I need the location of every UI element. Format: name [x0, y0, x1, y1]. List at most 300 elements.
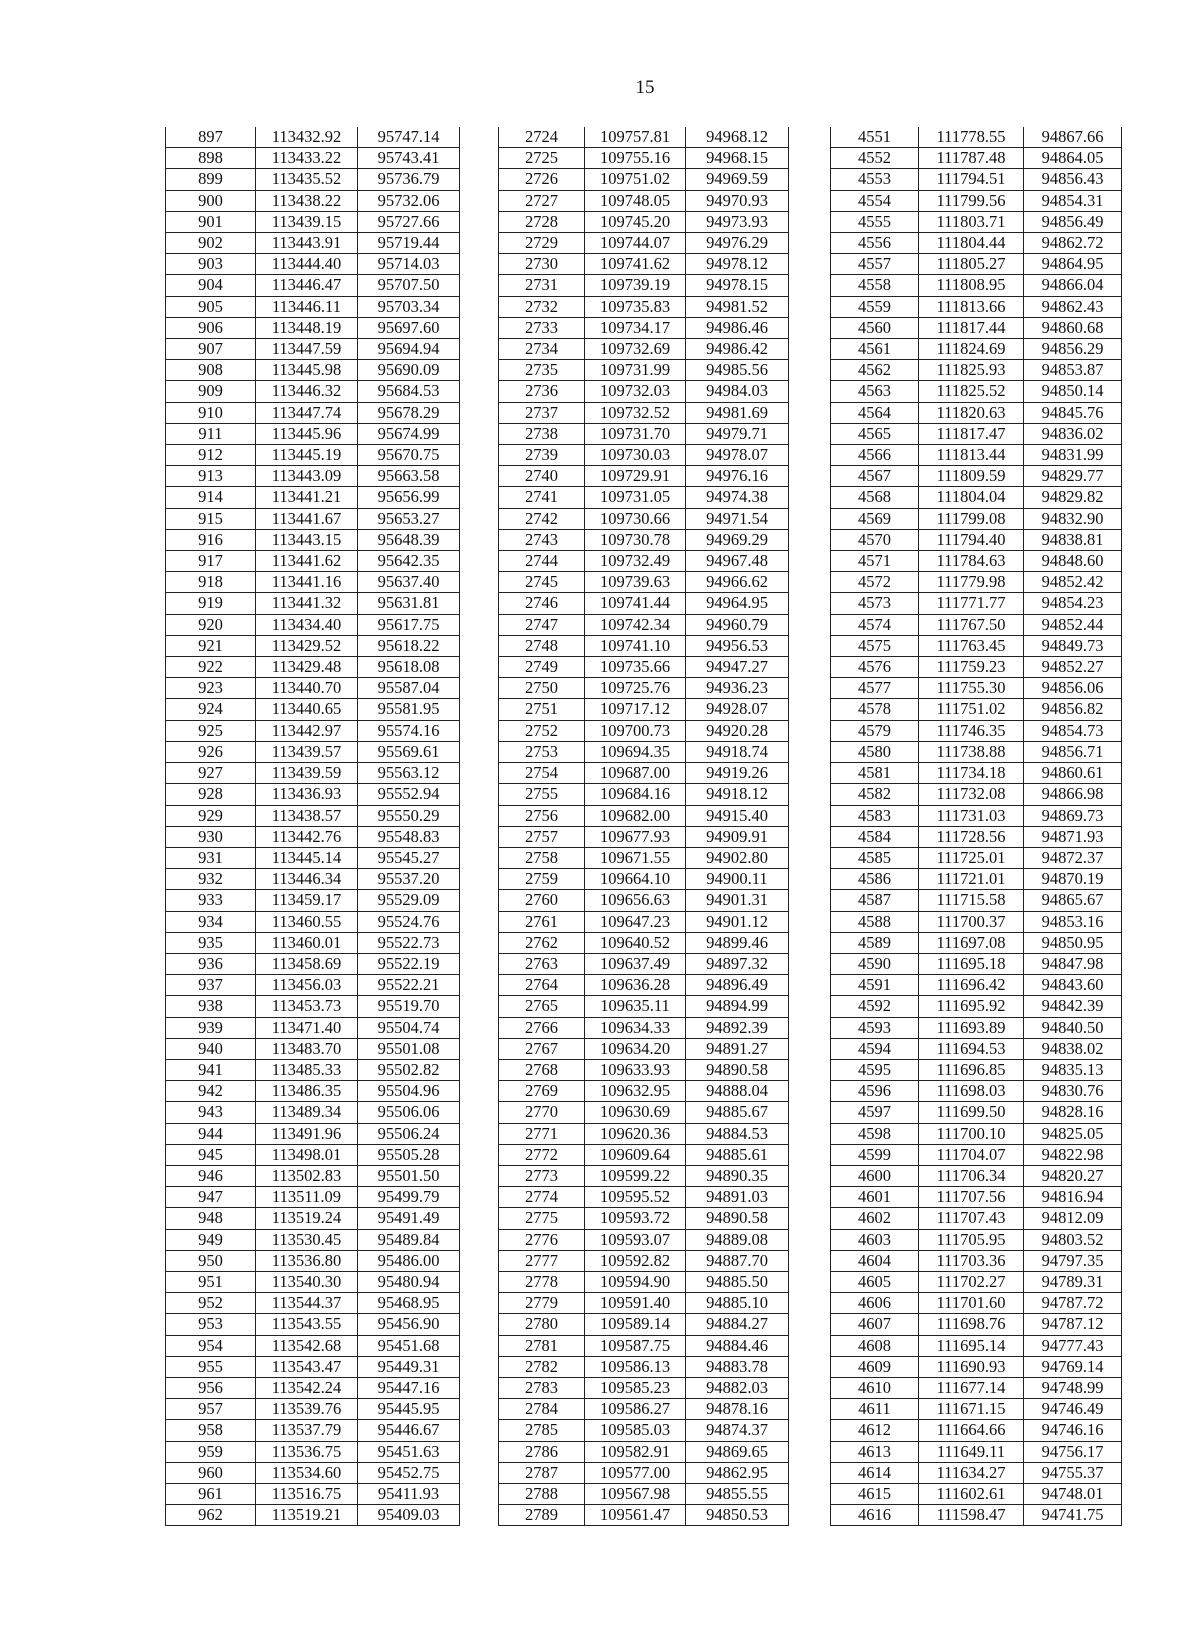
y-coordinate-cell: 95707.50 — [358, 275, 460, 296]
x-coordinate-cell: 111734.18 — [919, 763, 1024, 784]
x-coordinate-cell: 113429.52 — [256, 635, 358, 656]
x-coordinate-cell: 113511.09 — [256, 1187, 358, 1208]
point-number-cell: 923 — [166, 678, 256, 699]
y-coordinate-cell: 95648.39 — [358, 529, 460, 550]
y-coordinate-cell: 94829.82 — [1024, 487, 1122, 508]
point-number-cell: 898 — [166, 148, 256, 169]
y-coordinate-cell: 95451.63 — [358, 1441, 460, 1462]
point-number-cell: 944 — [166, 1123, 256, 1144]
point-number-cell: 4616 — [831, 1505, 919, 1526]
table-row — [831, 1059, 1122, 1080]
x-coordinate-cell: 111732.08 — [919, 784, 1024, 805]
x-coordinate-cell: 109593.07 — [585, 1229, 686, 1250]
point-number-cell: 4615 — [831, 1484, 919, 1505]
y-coordinate-cell: 95727.66 — [358, 211, 460, 232]
x-coordinate-cell: 109589.14 — [585, 1314, 686, 1335]
y-coordinate-cell: 94978.15 — [686, 275, 789, 296]
point-number-cell: 4582 — [831, 784, 919, 805]
point-number-cell: 911 — [166, 423, 256, 444]
x-coordinate-cell: 113483.70 — [256, 1038, 358, 1059]
y-coordinate-cell: 94918.74 — [686, 741, 789, 762]
point-number-cell: 4577 — [831, 678, 919, 699]
y-coordinate-cell: 94885.10 — [686, 1293, 789, 1314]
point-number-cell: 915 — [166, 508, 256, 529]
y-coordinate-cell: 94797.35 — [1024, 1250, 1122, 1271]
point-number-cell: 2758 — [499, 847, 585, 868]
point-number-cell: 4579 — [831, 720, 919, 741]
y-coordinate-cell: 94981.52 — [686, 296, 789, 317]
point-number-cell: 2728 — [499, 211, 585, 232]
table-row — [499, 1059, 789, 1080]
table-row — [831, 1187, 1122, 1208]
table-row — [166, 763, 460, 784]
table-row — [499, 1293, 789, 1314]
table-row — [499, 1377, 789, 1398]
x-coordinate-cell: 111703.36 — [919, 1250, 1024, 1271]
y-coordinate-cell: 94915.40 — [686, 805, 789, 826]
x-coordinate-cell: 113446.34 — [256, 869, 358, 890]
x-coordinate-cell: 113440.70 — [256, 678, 358, 699]
x-coordinate-cell: 113542.24 — [256, 1377, 358, 1398]
y-coordinate-cell: 95732.06 — [358, 190, 460, 211]
table-row — [166, 551, 460, 572]
y-coordinate-cell: 94901.31 — [686, 890, 789, 911]
point-number-cell: 4558 — [831, 275, 919, 296]
y-coordinate-cell: 95569.61 — [358, 741, 460, 762]
table-row — [166, 741, 460, 762]
y-coordinate-cell: 94869.65 — [686, 1441, 789, 1462]
table-row — [166, 233, 460, 254]
y-coordinate-cell: 94956.53 — [686, 635, 789, 656]
x-coordinate-cell: 109741.10 — [585, 635, 686, 656]
x-coordinate-cell: 113471.40 — [256, 1017, 358, 1038]
point-number-cell: 4612 — [831, 1420, 919, 1441]
y-coordinate-cell: 94976.29 — [686, 233, 789, 254]
table-row — [166, 1293, 460, 1314]
point-number-cell: 2764 — [499, 975, 585, 996]
point-number-cell: 938 — [166, 996, 256, 1017]
x-coordinate-cell: 111778.55 — [919, 127, 1024, 148]
table-row — [166, 572, 460, 593]
point-number-cell: 2784 — [499, 1399, 585, 1420]
point-number-cell: 2726 — [499, 169, 585, 190]
x-coordinate-cell: 111706.34 — [919, 1165, 1024, 1186]
point-number-cell: 4555 — [831, 211, 919, 232]
point-number-cell: 2759 — [499, 869, 585, 890]
table-row — [166, 1335, 460, 1356]
x-coordinate-cell: 111696.85 — [919, 1059, 1024, 1080]
x-coordinate-cell: 113491.96 — [256, 1123, 358, 1144]
x-coordinate-cell: 111664.66 — [919, 1420, 1024, 1441]
table-row — [166, 169, 460, 190]
point-number-cell: 2747 — [499, 614, 585, 635]
point-number-cell: 914 — [166, 487, 256, 508]
x-coordinate-cell: 111805.27 — [919, 254, 1024, 275]
table-row — [166, 1377, 460, 1398]
y-coordinate-cell: 94856.29 — [1024, 339, 1122, 360]
table-row — [831, 847, 1122, 868]
x-coordinate-cell: 109585.23 — [585, 1377, 686, 1398]
x-coordinate-cell: 109682.00 — [585, 805, 686, 826]
table-row — [499, 1081, 789, 1102]
y-coordinate-cell: 95506.06 — [358, 1102, 460, 1123]
table-row — [166, 847, 460, 868]
x-coordinate-cell: 109748.05 — [585, 190, 686, 211]
y-coordinate-cell: 94884.46 — [686, 1335, 789, 1356]
y-coordinate-cell: 94969.59 — [686, 169, 789, 190]
x-coordinate-cell: 111690.93 — [919, 1356, 1024, 1377]
point-number-cell: 909 — [166, 381, 256, 402]
x-coordinate-cell: 113530.45 — [256, 1229, 358, 1250]
x-coordinate-cell: 111746.35 — [919, 720, 1024, 741]
y-coordinate-cell: 94836.02 — [1024, 423, 1122, 444]
x-coordinate-cell: 113446.32 — [256, 381, 358, 402]
y-coordinate-cell: 94889.08 — [686, 1229, 789, 1250]
y-coordinate-cell: 94756.17 — [1024, 1441, 1122, 1462]
table-row — [831, 275, 1122, 296]
point-number-cell: 2749 — [499, 657, 585, 678]
y-coordinate-cell: 94862.95 — [686, 1462, 789, 1483]
x-coordinate-cell: 109687.00 — [585, 763, 686, 784]
y-coordinate-cell: 94882.03 — [686, 1377, 789, 1398]
point-number-cell: 4576 — [831, 657, 919, 678]
point-number-cell: 2773 — [499, 1165, 585, 1186]
point-number-cell: 907 — [166, 339, 256, 360]
point-number-cell: 2781 — [499, 1335, 585, 1356]
point-number-cell: 2765 — [499, 996, 585, 1017]
y-coordinate-cell: 94971.54 — [686, 508, 789, 529]
x-coordinate-cell: 111804.44 — [919, 233, 1024, 254]
x-coordinate-cell: 113442.97 — [256, 720, 358, 741]
y-coordinate-cell: 95501.50 — [358, 1165, 460, 1186]
x-coordinate-cell: 111824.69 — [919, 339, 1024, 360]
x-coordinate-cell: 113543.47 — [256, 1356, 358, 1377]
point-number-cell: 4602 — [831, 1208, 919, 1229]
coordinate-table-1 — [165, 127, 460, 1526]
x-coordinate-cell: 111767.50 — [919, 614, 1024, 635]
point-number-cell: 4613 — [831, 1441, 919, 1462]
x-coordinate-cell: 113459.17 — [256, 890, 358, 911]
x-coordinate-cell: 113489.34 — [256, 1102, 358, 1123]
x-coordinate-cell: 109593.72 — [585, 1208, 686, 1229]
table-row — [831, 826, 1122, 847]
table-row — [499, 890, 789, 911]
point-number-cell: 2739 — [499, 445, 585, 466]
x-coordinate-cell: 109636.28 — [585, 975, 686, 996]
x-coordinate-cell: 113519.21 — [256, 1505, 358, 1526]
point-number-cell: 2788 — [499, 1484, 585, 1505]
point-number-cell: 951 — [166, 1271, 256, 1292]
x-coordinate-cell: 111779.98 — [919, 572, 1024, 593]
y-coordinate-cell: 94812.09 — [1024, 1208, 1122, 1229]
x-coordinate-cell: 109635.11 — [585, 996, 686, 1017]
point-number-cell: 4557 — [831, 254, 919, 275]
point-number-cell: 913 — [166, 466, 256, 487]
page-number: 15 — [635, 77, 655, 98]
point-number-cell: 4593 — [831, 1017, 919, 1038]
y-coordinate-cell: 94919.26 — [686, 763, 789, 784]
table-row — [166, 1102, 460, 1123]
x-coordinate-cell: 113544.37 — [256, 1293, 358, 1314]
point-number-cell: 2774 — [499, 1187, 585, 1208]
x-coordinate-cell: 113439.59 — [256, 763, 358, 784]
x-coordinate-cell: 111700.37 — [919, 911, 1024, 932]
point-number-cell: 901 — [166, 211, 256, 232]
table-row — [166, 466, 460, 487]
x-coordinate-cell: 111817.44 — [919, 317, 1024, 338]
point-number-cell: 922 — [166, 657, 256, 678]
point-number-cell: 4611 — [831, 1399, 919, 1420]
table-row — [831, 402, 1122, 423]
x-coordinate-cell: 113443.15 — [256, 529, 358, 550]
point-number-cell: 2772 — [499, 1144, 585, 1165]
table-row — [831, 423, 1122, 444]
point-number-cell: 2740 — [499, 466, 585, 487]
y-coordinate-cell: 94970.93 — [686, 190, 789, 211]
y-coordinate-cell: 95637.40 — [358, 572, 460, 593]
y-coordinate-cell: 94978.07 — [686, 445, 789, 466]
point-number-cell: 4589 — [831, 932, 919, 953]
y-coordinate-cell: 95489.84 — [358, 1229, 460, 1250]
y-coordinate-cell: 94787.12 — [1024, 1314, 1122, 1335]
y-coordinate-cell: 95456.90 — [358, 1314, 460, 1335]
y-coordinate-cell: 94816.94 — [1024, 1187, 1122, 1208]
table-row — [831, 211, 1122, 232]
y-coordinate-cell: 95631.81 — [358, 593, 460, 614]
x-coordinate-cell: 109757.81 — [585, 127, 686, 148]
table-row — [499, 1144, 789, 1165]
table-row — [499, 1187, 789, 1208]
point-number-cell: 952 — [166, 1293, 256, 1314]
y-coordinate-cell: 95504.74 — [358, 1017, 460, 1038]
x-coordinate-cell: 111697.08 — [919, 932, 1024, 953]
x-coordinate-cell: 111695.18 — [919, 953, 1024, 974]
point-number-cell: 4608 — [831, 1335, 919, 1356]
y-coordinate-cell: 94968.15 — [686, 148, 789, 169]
table-row — [499, 551, 789, 572]
y-coordinate-cell: 95519.70 — [358, 996, 460, 1017]
table-row — [831, 953, 1122, 974]
x-coordinate-cell: 109677.93 — [585, 826, 686, 847]
y-coordinate-cell: 94746.49 — [1024, 1399, 1122, 1420]
table-row — [499, 635, 789, 656]
table-row — [499, 847, 789, 868]
x-coordinate-cell: 113542.68 — [256, 1335, 358, 1356]
point-number-cell: 936 — [166, 953, 256, 974]
y-coordinate-cell: 94878.16 — [686, 1399, 789, 1420]
x-coordinate-cell: 111699.50 — [919, 1102, 1024, 1123]
y-coordinate-cell: 94936.23 — [686, 678, 789, 699]
x-coordinate-cell: 113516.75 — [256, 1484, 358, 1505]
x-coordinate-cell: 111794.40 — [919, 529, 1024, 550]
y-coordinate-cell: 94966.62 — [686, 572, 789, 593]
point-number-cell: 937 — [166, 975, 256, 996]
table-row — [831, 1293, 1122, 1314]
x-coordinate-cell: 113443.09 — [256, 466, 358, 487]
x-coordinate-cell: 111704.07 — [919, 1144, 1024, 1165]
x-coordinate-cell: 109751.02 — [585, 169, 686, 190]
point-number-cell: 912 — [166, 445, 256, 466]
point-number-cell: 945 — [166, 1144, 256, 1165]
point-number-cell: 4585 — [831, 847, 919, 868]
point-number-cell: 941 — [166, 1059, 256, 1080]
table-row — [499, 911, 789, 932]
x-coordinate-cell: 111804.04 — [919, 487, 1024, 508]
table-row — [831, 529, 1122, 550]
x-coordinate-cell: 113446.47 — [256, 275, 358, 296]
x-coordinate-cell: 113444.40 — [256, 254, 358, 275]
x-coordinate-cell: 111808.95 — [919, 275, 1024, 296]
point-number-cell: 959 — [166, 1441, 256, 1462]
table-row — [166, 445, 460, 466]
y-coordinate-cell: 94885.50 — [686, 1271, 789, 1292]
y-coordinate-cell: 94828.16 — [1024, 1102, 1122, 1123]
y-coordinate-cell: 95563.12 — [358, 763, 460, 784]
point-number-cell: 902 — [166, 233, 256, 254]
point-number-cell: 4556 — [831, 233, 919, 254]
y-coordinate-cell: 94850.53 — [686, 1505, 789, 1526]
table-row — [831, 741, 1122, 762]
y-coordinate-cell: 94866.04 — [1024, 275, 1122, 296]
y-coordinate-cell: 94900.11 — [686, 869, 789, 890]
y-coordinate-cell: 94864.95 — [1024, 254, 1122, 275]
table-row — [499, 1399, 789, 1420]
table-row — [499, 1165, 789, 1186]
y-coordinate-cell: 95411.93 — [358, 1484, 460, 1505]
x-coordinate-cell: 113442.76 — [256, 826, 358, 847]
x-coordinate-cell: 113429.48 — [256, 657, 358, 678]
table-row — [499, 593, 789, 614]
point-number-cell: 931 — [166, 847, 256, 868]
point-number-cell: 2742 — [499, 508, 585, 529]
x-coordinate-cell: 109730.78 — [585, 529, 686, 550]
x-coordinate-cell: 109592.82 — [585, 1250, 686, 1271]
table-row — [166, 1123, 460, 1144]
point-number-cell: 928 — [166, 784, 256, 805]
table-row — [499, 996, 789, 1017]
y-coordinate-cell: 94825.05 — [1024, 1123, 1122, 1144]
y-coordinate-cell: 94865.67 — [1024, 890, 1122, 911]
x-coordinate-cell: 113539.76 — [256, 1399, 358, 1420]
x-coordinate-cell: 109585.03 — [585, 1420, 686, 1441]
point-number-cell: 929 — [166, 805, 256, 826]
y-coordinate-cell: 94947.27 — [686, 657, 789, 678]
point-number-cell: 926 — [166, 741, 256, 762]
table-row — [499, 572, 789, 593]
y-coordinate-cell: 94885.67 — [686, 1102, 789, 1123]
table-row — [499, 1250, 789, 1271]
y-coordinate-cell: 94822.98 — [1024, 1144, 1122, 1165]
point-number-cell: 4594 — [831, 1038, 919, 1059]
x-coordinate-cell: 111693.89 — [919, 1017, 1024, 1038]
y-coordinate-cell: 95445.95 — [358, 1399, 460, 1420]
point-number-cell: 4559 — [831, 296, 919, 317]
table-row — [166, 1314, 460, 1335]
point-number-cell: 2761 — [499, 911, 585, 932]
table-row — [499, 233, 789, 254]
y-coordinate-cell: 94884.53 — [686, 1123, 789, 1144]
x-coordinate-cell: 113440.65 — [256, 699, 358, 720]
table-row — [166, 1250, 460, 1271]
x-coordinate-cell: 113433.22 — [256, 148, 358, 169]
y-coordinate-cell: 94890.58 — [686, 1059, 789, 1080]
x-coordinate-cell: 111813.66 — [919, 296, 1024, 317]
table-row — [499, 1017, 789, 1038]
table-row — [499, 487, 789, 508]
table-row — [166, 1017, 460, 1038]
y-coordinate-cell: 94832.90 — [1024, 508, 1122, 529]
y-coordinate-cell: 95617.75 — [358, 614, 460, 635]
point-number-cell: 2738 — [499, 423, 585, 444]
table-row — [166, 360, 460, 381]
y-coordinate-cell: 95618.22 — [358, 635, 460, 656]
y-coordinate-cell: 94845.76 — [1024, 402, 1122, 423]
point-number-cell: 2734 — [499, 339, 585, 360]
table-row — [166, 1484, 460, 1505]
table-row — [166, 275, 460, 296]
table-row — [166, 296, 460, 317]
point-number-cell: 4599 — [831, 1144, 919, 1165]
point-number-cell: 4566 — [831, 445, 919, 466]
table-row — [499, 699, 789, 720]
table-row — [166, 1420, 460, 1441]
x-coordinate-cell: 109632.95 — [585, 1081, 686, 1102]
table-row — [166, 996, 460, 1017]
y-coordinate-cell: 94830.76 — [1024, 1081, 1122, 1102]
x-coordinate-cell: 111677.14 — [919, 1377, 1024, 1398]
table-row — [831, 508, 1122, 529]
x-coordinate-cell: 113443.91 — [256, 233, 358, 254]
point-number-cell: 4609 — [831, 1356, 919, 1377]
x-coordinate-cell: 111784.63 — [919, 551, 1024, 572]
table-row — [499, 445, 789, 466]
x-coordinate-cell: 111759.23 — [919, 657, 1024, 678]
table-row — [499, 508, 789, 529]
y-coordinate-cell: 95451.68 — [358, 1335, 460, 1356]
y-coordinate-cell: 94860.61 — [1024, 763, 1122, 784]
point-number-cell: 2724 — [499, 127, 585, 148]
point-number-cell: 2780 — [499, 1314, 585, 1335]
y-coordinate-cell: 95468.95 — [358, 1293, 460, 1314]
x-coordinate-cell: 113438.57 — [256, 805, 358, 826]
table-row — [831, 296, 1122, 317]
y-coordinate-cell: 95446.67 — [358, 1420, 460, 1441]
table-row — [166, 1081, 460, 1102]
y-coordinate-cell: 94964.95 — [686, 593, 789, 614]
x-coordinate-cell: 109567.98 — [585, 1484, 686, 1505]
y-coordinate-cell: 95694.94 — [358, 339, 460, 360]
table-row — [499, 466, 789, 487]
point-number-cell: 2748 — [499, 635, 585, 656]
point-number-cell: 2777 — [499, 1250, 585, 1271]
point-number-cell: 957 — [166, 1399, 256, 1420]
y-coordinate-cell: 95642.35 — [358, 551, 460, 572]
point-number-cell: 2770 — [499, 1102, 585, 1123]
x-coordinate-cell: 111694.53 — [919, 1038, 1024, 1059]
y-coordinate-cell: 94820.27 — [1024, 1165, 1122, 1186]
point-number-cell: 2733 — [499, 317, 585, 338]
x-coordinate-cell: 111696.42 — [919, 975, 1024, 996]
x-coordinate-cell: 111701.60 — [919, 1293, 1024, 1314]
point-number-cell: 917 — [166, 551, 256, 572]
point-number-cell: 940 — [166, 1038, 256, 1059]
table-row — [831, 1356, 1122, 1377]
x-coordinate-cell: 111728.56 — [919, 826, 1024, 847]
x-coordinate-cell: 113519.24 — [256, 1208, 358, 1229]
y-coordinate-cell: 95524.76 — [358, 911, 460, 932]
table-row — [166, 614, 460, 635]
y-coordinate-cell: 95522.73 — [358, 932, 460, 953]
